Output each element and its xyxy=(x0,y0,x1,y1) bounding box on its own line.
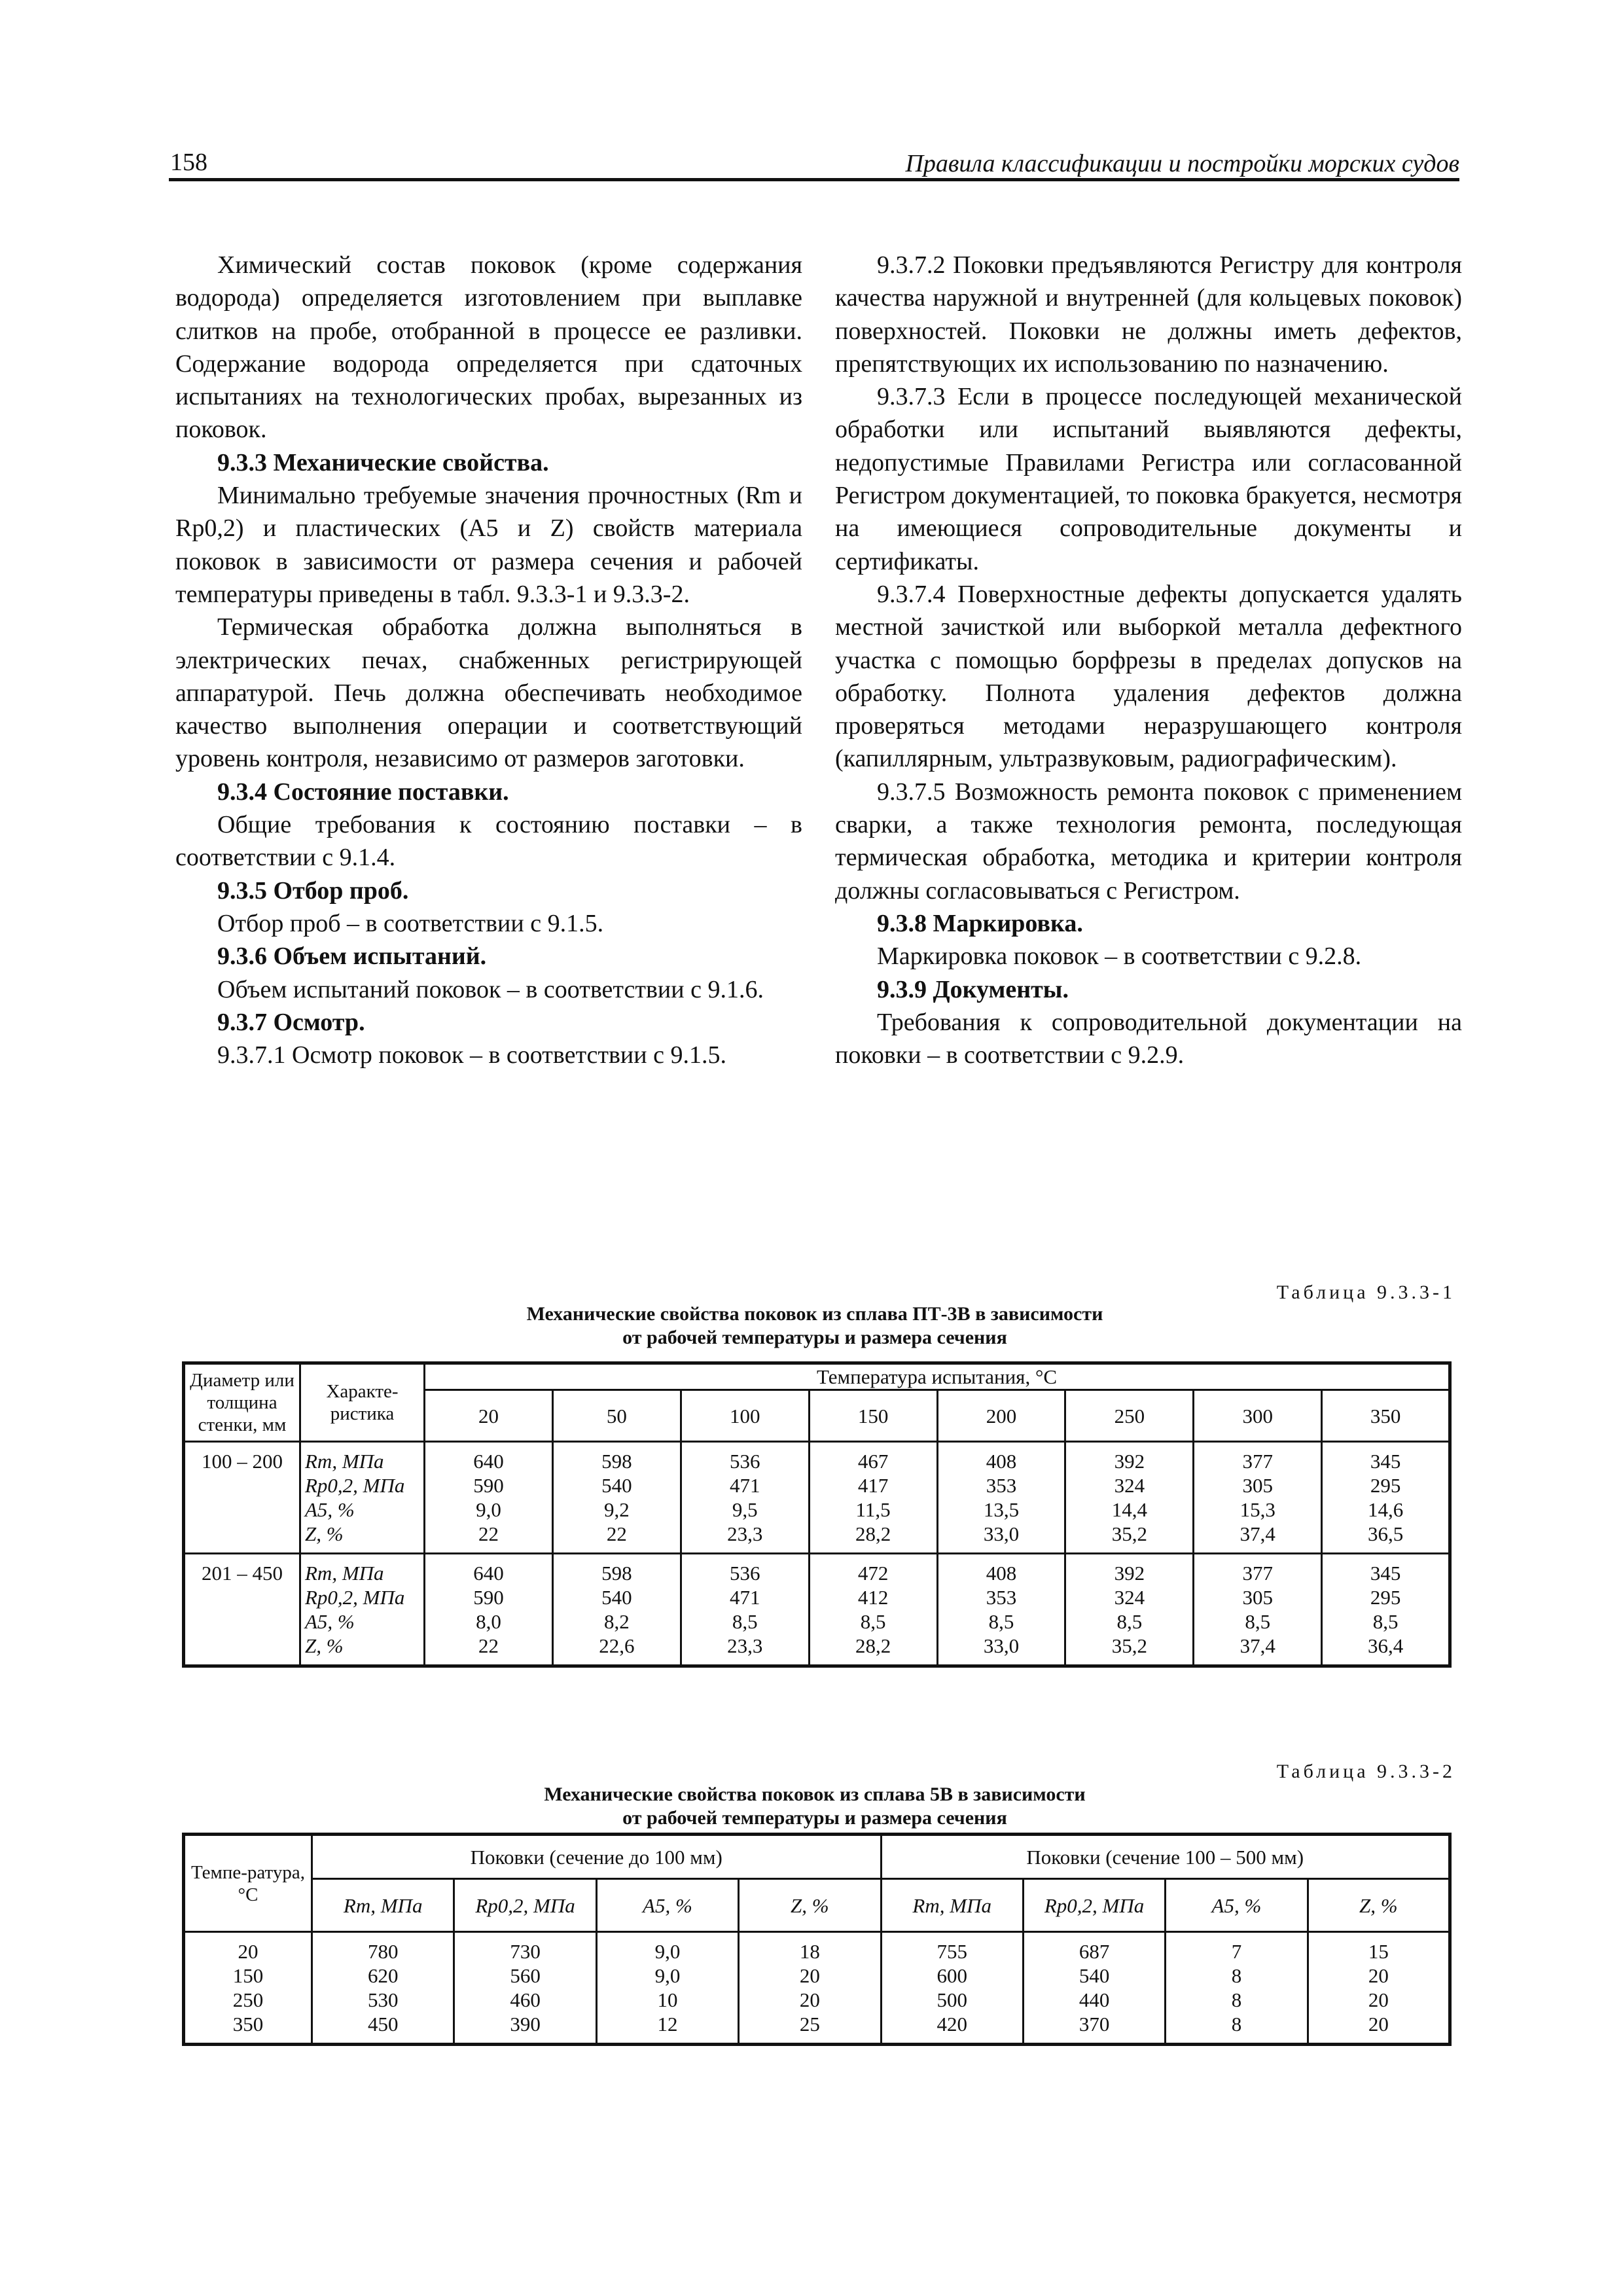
table1-header-row xyxy=(184,1363,1450,1390)
table-value: 472 xyxy=(857,1562,889,1585)
table-value: 536 xyxy=(729,1450,760,1473)
table2-group-small-section: Поковки (сечение до 100 мм) xyxy=(312,1835,882,1879)
table2-subheader: Z, % xyxy=(1308,1879,1450,1932)
table-value: 620 xyxy=(367,1964,399,1987)
table-value: 28,2 xyxy=(855,1634,891,1657)
table2-subheader: Z, % xyxy=(739,1879,881,1932)
table2-value-cell xyxy=(312,1932,454,2045)
table-value: 295 xyxy=(1370,1586,1401,1609)
table-value: 345 xyxy=(1370,1562,1401,1585)
table1-range-cell: 201 – 450 xyxy=(184,1554,300,1666)
table-value: 8,5 xyxy=(860,1610,886,1633)
table2-subheader-row xyxy=(184,1879,1450,1932)
paragraph: 9.3.7.4 Поверхностные дефекты допускается удалять местной зачисткой или выборкой металла дефектного участка с помощью борфрезы в пределах допусков на обработку. Полнота удаления дефектов должна проверяться методами неразрушающего контроля (капиллярным, ультразвуковым, радиографическим). xyxy=(835,580,1462,773)
table1-title-line2: от рабочей температуры и размера сечения xyxy=(622,1327,1007,1348)
table1-temp-header: 50 xyxy=(552,1390,681,1442)
table-value: 467 xyxy=(857,1450,889,1473)
table-value: 730 xyxy=(510,1940,541,1963)
table2-subheader: A5, % xyxy=(596,1879,738,1932)
table-value: 305 xyxy=(1242,1474,1273,1497)
table-value: 440 xyxy=(1079,1988,1110,2011)
section-heading xyxy=(175,874,802,907)
table-value: 20 xyxy=(799,1988,820,2011)
table-value: 8,5 xyxy=(988,1610,1014,1633)
table1-value-cell xyxy=(1322,1554,1450,1666)
section-heading xyxy=(175,776,802,808)
table1-value-cell xyxy=(809,1442,937,1554)
table-value: 640 xyxy=(473,1450,504,1473)
table2-value-cell xyxy=(1166,1932,1308,2045)
table-value: 22 xyxy=(478,1522,499,1545)
section-number: 9.3.3 xyxy=(217,448,267,476)
table-value: 590 xyxy=(473,1474,504,1497)
table-value: 23,3 xyxy=(727,1634,763,1657)
section-heading xyxy=(175,446,802,479)
table-value: 450 xyxy=(367,2013,399,2036)
section-heading xyxy=(175,1006,802,1039)
table-value: 8,5 xyxy=(1116,1610,1143,1633)
table-value: 22 xyxy=(606,1522,627,1545)
table-value: 305 xyxy=(1242,1586,1273,1609)
table-value: 377 xyxy=(1242,1450,1273,1473)
table1-temp-header: 20 xyxy=(425,1390,553,1442)
right-text-column xyxy=(835,249,1462,1071)
table-value: 20 xyxy=(1368,1988,1389,2011)
table-value: 23,3 xyxy=(727,1522,763,1545)
table-value: 530 xyxy=(367,1988,399,2011)
section-number: 9.3.9 xyxy=(877,975,927,1003)
section-heading-text: Состояние поставки. xyxy=(273,778,509,806)
section-heading xyxy=(835,907,1462,940)
table-value: 18 xyxy=(799,1940,820,1963)
table-value: 33,0 xyxy=(983,1522,1020,1545)
table-value: 500 xyxy=(936,1988,967,2011)
table1-title xyxy=(183,1302,1446,1350)
table-value: 33,0 xyxy=(983,1634,1020,1657)
table2-value-cell xyxy=(454,1932,596,2045)
table-value: 20 xyxy=(1368,1964,1389,1987)
table1-value-cell xyxy=(552,1442,681,1554)
table-value: 392 xyxy=(1114,1562,1145,1585)
section-number: 9.3.5 xyxy=(217,876,267,905)
table1-temp-header: 200 xyxy=(937,1390,1065,1442)
paragraph: 9.3.7.2 Поковки предъявляются Регистру для контроля качества наружной и внутренней (для кольцевых поковок) поверхностей. Поковки не должны иметь дефектов, препятствующих их использованию по назначению. xyxy=(835,251,1462,378)
table-value: 755 xyxy=(936,1940,967,1963)
table-value: 353 xyxy=(986,1474,1017,1497)
table1-characteristic-cell xyxy=(300,1554,425,1666)
paragraph: Общие требования к состоянию поставки – в соответствии с 9.1.4. xyxy=(175,811,802,872)
paragraph: 9.3.7.3 Если в процессе последующей механической обработки или испытаний выявляются дефекты, недопустимые Правилами Регистра или согласованной Регистром документацией, то поковка бракуется, несмотря на имеющиеся сопроводительные документы и сертификаты. xyxy=(835,383,1462,575)
table-value: 36,5 xyxy=(1367,1522,1404,1545)
section-heading-text: Механические свойства. xyxy=(273,448,549,476)
table-value: 36,4 xyxy=(1367,1634,1404,1657)
table-value: 640 xyxy=(473,1562,504,1585)
table-value: 10 xyxy=(657,1988,678,2011)
paragraph: Отбор проб – в соответствии с 9.1.5. xyxy=(217,909,604,937)
table1-value-cell xyxy=(425,1554,553,1666)
table-value: 8 xyxy=(1231,1988,1242,2011)
table-value: 8,2 xyxy=(603,1610,630,1633)
table-value: 471 xyxy=(729,1474,760,1497)
paragraph: Маркировка поковок – в соответствии с 9.2.8. xyxy=(877,942,1362,971)
characteristic-label: Rp0,2, МПа xyxy=(305,1586,405,1609)
table-value: 35,2 xyxy=(1111,1634,1147,1657)
table-value: 14,4 xyxy=(1111,1498,1147,1521)
table2-subheader: Rm, МПа xyxy=(881,1879,1023,1932)
table1-value-cell xyxy=(552,1554,681,1666)
table-value: 598 xyxy=(601,1562,632,1585)
table2-caption: Таблица 9.3.3-2 xyxy=(1276,1761,1455,1782)
table-value: 9,0 xyxy=(476,1498,501,1521)
running-title: Правила классификации и постройки морских судов xyxy=(905,150,1459,177)
table-value: 540 xyxy=(1079,1964,1110,1987)
table-value: 420 xyxy=(936,2013,967,2036)
table2-header-row xyxy=(184,1835,1450,1879)
paragraph: 9.3.7.5 Возможность ремонта поковок с применением сварки, а также технология ремонта, последующая термическая обработка, методика и критерии контроля должны согласовываться с Регистром. xyxy=(835,778,1462,905)
table-value: 408 xyxy=(986,1562,1017,1585)
table1-value-cell xyxy=(681,1442,809,1554)
table2-subheader: Rp0,2, МПа xyxy=(1023,1879,1165,1932)
table-value: 250 xyxy=(232,1988,264,2011)
table2-group-large-section: Поковки (сечение 100 – 500 мм) xyxy=(881,1835,1450,1879)
table1-temp-header: 250 xyxy=(1065,1390,1194,1442)
table2-value-cell xyxy=(881,1932,1023,2045)
table-value: 377 xyxy=(1242,1562,1273,1585)
table-value: 13,5 xyxy=(983,1498,1020,1521)
left-text-column xyxy=(175,249,802,1071)
section-number: 9.3.4 xyxy=(217,778,267,806)
table1-value-cell xyxy=(937,1442,1065,1554)
section-number: 9.3.8 xyxy=(877,909,927,937)
table2-title xyxy=(183,1783,1446,1830)
table-value: 536 xyxy=(729,1562,760,1585)
paragraph: 9.3.7.1 Осмотр поковок – в соответствии с 9.1.5. xyxy=(217,1041,726,1069)
table-value: 598 xyxy=(601,1450,632,1473)
table-value: 15 xyxy=(1368,1940,1389,1963)
table-value: 324 xyxy=(1114,1586,1145,1609)
table1-value-cell xyxy=(1194,1554,1322,1666)
table-value: 20 xyxy=(238,1940,259,1963)
table2-value-cell xyxy=(1308,1932,1450,2045)
table-value: 324 xyxy=(1114,1474,1145,1497)
section-heading-text: Отбор проб. xyxy=(273,876,409,905)
table1-caption: Таблица 9.3.3-1 xyxy=(1276,1282,1455,1303)
table1-temp-header: 300 xyxy=(1194,1390,1322,1442)
table-value: 9,2 xyxy=(603,1498,630,1521)
table-value: 345 xyxy=(1370,1450,1401,1473)
characteristic-label: Z, % xyxy=(305,1522,344,1545)
table-value: 11,5 xyxy=(855,1498,891,1521)
table1-range-cell: 100 – 200 xyxy=(184,1442,300,1554)
paragraph: Требования к сопроводительной документации на поковки – в соответствии с 9.2.9. xyxy=(835,1008,1462,1069)
table-value: 15,3 xyxy=(1240,1498,1275,1521)
table-value: 353 xyxy=(986,1586,1017,1609)
table1-title-line1: Механические свойства поковок из сплава ПТ-3В в зависимости xyxy=(526,1303,1103,1325)
table1-temp-header: 350 xyxy=(1322,1390,1450,1442)
table-value: 150 xyxy=(232,1964,264,1987)
table-value: 22,6 xyxy=(599,1634,635,1657)
table-value: 25 xyxy=(799,2013,820,2036)
table-value: 408 xyxy=(986,1450,1017,1473)
paragraph: Минимально требуемые значения прочностных (Rm и Rp0,2) и пластических (A5 и Z) свойств материала поковок в зависимости от размера сечения и рабочей температуры приведены в табл. 9.3.3-1 и 9.3.3-2. xyxy=(175,482,802,608)
page-number: 158 xyxy=(170,149,207,176)
table1-temp-header: 100 xyxy=(681,1390,809,1442)
table-value: 417 xyxy=(857,1474,889,1497)
section-number: 9.3.6 xyxy=(217,942,267,971)
table-value: 350 xyxy=(232,2013,264,2036)
table1-value-cell xyxy=(1194,1442,1322,1554)
table2-temp-cell xyxy=(184,1932,312,2045)
table-value: 20 xyxy=(799,1964,820,1987)
table-value: 390 xyxy=(510,2013,541,2036)
table2-subheader: A5, % xyxy=(1166,1879,1308,1932)
table-value: 412 xyxy=(857,1586,889,1609)
table-value: 8,5 xyxy=(1372,1610,1399,1633)
table1-value-cell xyxy=(1322,1442,1450,1554)
table-value: 560 xyxy=(510,1964,541,1987)
paragraph: Термическая обработка должна выполняться в электрических печах, снабженных регистрирующей аппаратурой. Печь должна обеспечивать необходимое качество выполнения операции и соответствующий уровень контроля, независимо от размеров заготовки. xyxy=(175,613,802,773)
table-value: 9,0 xyxy=(654,1940,681,1963)
table1 xyxy=(182,1361,1452,1668)
section-heading xyxy=(835,973,1462,1006)
table-value: 20 xyxy=(1368,2013,1389,2036)
section-heading-text: Осмотр. xyxy=(273,1008,365,1036)
table-value: 22 xyxy=(478,1634,499,1657)
table-value: 7 xyxy=(1231,1940,1242,1963)
paragraph: Химический состав поковок (кроме содержания водорода) определяется изготовлением при выплавке слитков на пробе, отобранной в процессе ее разливки. Содержание водорода определяется при сдаточных испытаниях на технологических пробах, вырезанных из поковок. xyxy=(175,251,802,444)
table2-value-cell xyxy=(596,1932,738,2045)
table1-value-cell xyxy=(809,1554,937,1666)
table-value: 590 xyxy=(473,1586,504,1609)
table2-col-temperature: Темпе-ратура, °С xyxy=(184,1835,312,1932)
table1-value-cell xyxy=(1065,1554,1194,1666)
table-row xyxy=(184,1554,1450,1666)
section-heading-text: Документы. xyxy=(933,975,1069,1003)
table-value: 8,5 xyxy=(732,1610,758,1633)
characteristic-label: Rm, МПа xyxy=(305,1450,384,1473)
characteristic-label: A5, % xyxy=(305,1498,355,1521)
table1-characteristic-cell xyxy=(300,1442,425,1554)
table-value: 8 xyxy=(1231,2013,1242,2036)
characteristic-label: Rp0,2, МПа xyxy=(305,1474,405,1497)
table1-value-cell xyxy=(681,1554,809,1666)
table1-col-characteristic: Характе-ристика xyxy=(300,1363,425,1442)
table-value: 37,4 xyxy=(1240,1522,1275,1545)
table1-col-temperature: Температура испытания, °С xyxy=(425,1363,1450,1390)
table-row xyxy=(184,1442,1450,1554)
table-value: 12 xyxy=(657,2013,678,2036)
section-heading xyxy=(175,940,802,973)
table1-value-cell xyxy=(425,1442,553,1554)
table2-value-cell xyxy=(1023,1932,1165,2045)
table-value: 8 xyxy=(1231,1964,1242,1987)
table-value: 9,5 xyxy=(732,1498,758,1521)
table2-value-cell xyxy=(739,1932,881,2045)
table2-title-line2: от рабочей температуры и размера сечения xyxy=(622,1807,1007,1829)
section-heading-text: Маркировка. xyxy=(933,909,1083,937)
table-value: 460 xyxy=(510,1988,541,2011)
table-row xyxy=(184,1932,1450,2045)
table-value: 370 xyxy=(1079,2013,1110,2036)
table-value: 540 xyxy=(601,1586,632,1609)
section-number: 9.3.7 xyxy=(217,1008,267,1036)
table-value: 35,2 xyxy=(1111,1522,1147,1545)
table1-col-diameter: Диаметр или толщина стенки, мм xyxy=(184,1363,300,1442)
table-value: 28,2 xyxy=(855,1522,891,1545)
characteristic-label: Rm, МПа xyxy=(305,1562,384,1585)
characteristic-label: Z, % xyxy=(305,1634,344,1657)
table1-value-cell xyxy=(1065,1442,1194,1554)
table2-subheader: Rm, МПа xyxy=(312,1879,454,1932)
table2-title-line1: Механические свойства поковок из сплава 5В в зависимости xyxy=(544,1784,1086,1805)
table1-temp-header: 150 xyxy=(809,1390,937,1442)
table-value: 8,0 xyxy=(476,1610,501,1633)
paragraph: Объем испытаний поковок – в соответствии с 9.1.6. xyxy=(217,975,764,1003)
table-value: 9,0 xyxy=(654,1964,681,1987)
characteristic-label: A5, % xyxy=(305,1610,355,1633)
table-value: 600 xyxy=(936,1964,967,1987)
table-value: 540 xyxy=(601,1474,632,1497)
table-value: 14,6 xyxy=(1367,1498,1404,1521)
table-value: 687 xyxy=(1079,1940,1110,1963)
table-value: 295 xyxy=(1370,1474,1401,1497)
table1-value-cell xyxy=(937,1554,1065,1666)
table-value: 471 xyxy=(729,1586,760,1609)
table2 xyxy=(182,1833,1452,2046)
table2-subheader: Rp0,2, МПа xyxy=(454,1879,596,1932)
table-value: 392 xyxy=(1114,1450,1145,1473)
header-rule xyxy=(169,178,1459,181)
table-value: 8,5 xyxy=(1245,1610,1271,1633)
table-value: 780 xyxy=(367,1940,399,1963)
section-heading-text: Объем испытаний. xyxy=(273,942,487,971)
table-value: 37,4 xyxy=(1240,1634,1275,1657)
